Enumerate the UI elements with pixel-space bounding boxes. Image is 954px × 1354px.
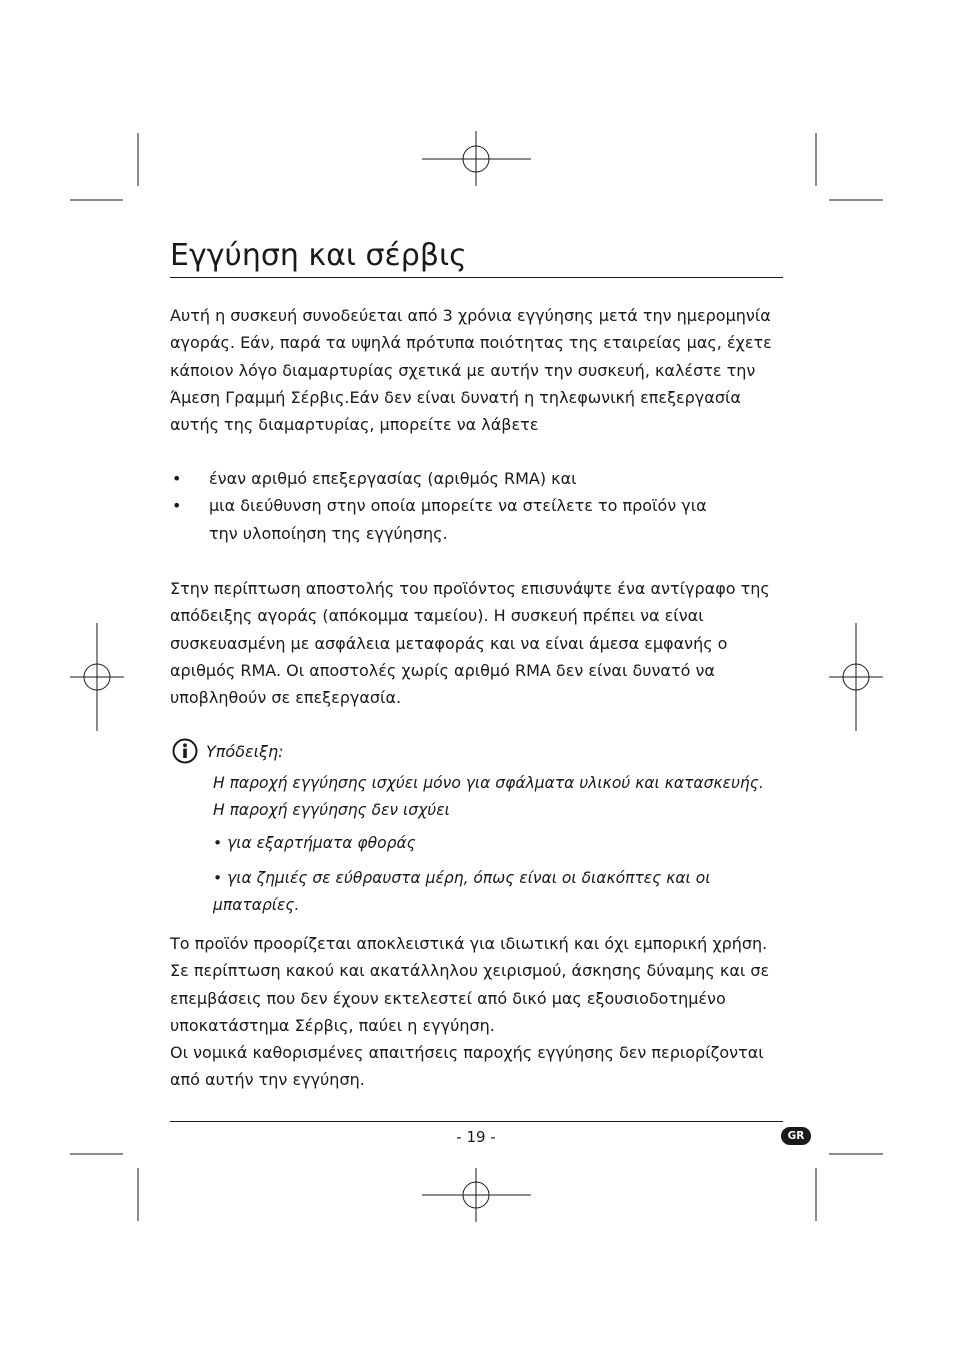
info-icon bbox=[172, 738, 198, 764]
language-badge: GR bbox=[781, 1127, 811, 1145]
usage-section bbox=[170, 930, 790, 1094]
note-body bbox=[213, 770, 793, 824]
shipping-paragraph: Στην περίπτωση αποστολής του προϊόντος επισυνάψτε ένα αντίγραφο της απόδειξης αγοράς (απόκομμα ταμείου). Η συσκευή πρέπει να είναι συσκευασμένη με ασφάλεια μεταφοράς και να είναι άμεσα εμφανής ο αριθμός RMA. Οι αποστολές χωρίς αριθμό RMA δεν είναι δυνατό να υποβληθούν σε επεξεργασία. bbox=[170, 579, 770, 708]
bullet-symbol: • bbox=[172, 496, 182, 516]
legal-paragraph: Οι νομικά καθορισμένες απαιτήσεις παροχής εγγύησης δεν περιορίζονται από αυτήν την εγγύηση. bbox=[170, 1043, 764, 1090]
note-label: Υπόδειξη: bbox=[206, 741, 284, 761]
usage-paragraph: Το προϊόν προορίζεται αποκλειστικά για ιδιωτική και όχι εμπορική χρήση. Σε περίπτωση κακού και ακατάλληλου χειρισμού, άσκησης δύναμης και σε επεμβάσεις που δεν έχουν εκτελεστεί από δικό μας εξουσιοδοτημένο υποκατάστημα Σέρβις, παύει η εγγύηση. bbox=[170, 934, 770, 1035]
rma-list bbox=[170, 465, 730, 547]
intro-paragraph: Αυτή η συσκευή συνοδεύεται από 3 χρόνια εγγύησης μετά την ημερομηνία αγοράς. Εάν, παρά τα υψηλά πρότυπα ποιότητας της εταιρείας μας, έχετε κάποιον λόγο διαμαρτυρίας σχετικά με αυτήν την συσκευή, καλέστε την Άμεση Γραμμή Σέρβις.Εάν δεν είναι δυνατή η τηλεφωνική επεξεργασία αυτής της διαμαρτυρίας, μπορείτε να λάβετε bbox=[170, 306, 772, 435]
list-item-text: έναν αριθμό επεξεργασίας (αριθμός RMA) και bbox=[209, 469, 577, 488]
title-underline bbox=[170, 277, 783, 278]
list-item bbox=[170, 465, 730, 492]
list-item-text: μια διεύθυνση στην οποία μπορείτε να στείλετε το προϊόν για την υλοποίηση της εγγύησης. bbox=[209, 496, 707, 543]
list-item: • για ζημιές σε εύθραυστα μέρη, όπως είναι οι διακόπτες και οι μπαταρίες. bbox=[213, 869, 711, 914]
note-line: Η παροχή εγγύησης δεν ισχύει bbox=[213, 801, 450, 819]
note-exclusions-list bbox=[213, 830, 793, 927]
page-number: - 19 - bbox=[456, 1128, 496, 1146]
list-item bbox=[170, 492, 730, 547]
note-line: Η παροχή εγγύησης ισχύει μόνο για σφάλματα υλικού και κατασκευής. bbox=[213, 774, 764, 792]
page-title: Εγγύηση και σέρβις bbox=[170, 238, 467, 273]
bullet-symbol: • bbox=[172, 469, 182, 488]
note-header bbox=[172, 737, 284, 765]
footer-rule bbox=[170, 1121, 783, 1122]
list-item: • για εξαρτήματα φθοράς bbox=[213, 834, 416, 852]
